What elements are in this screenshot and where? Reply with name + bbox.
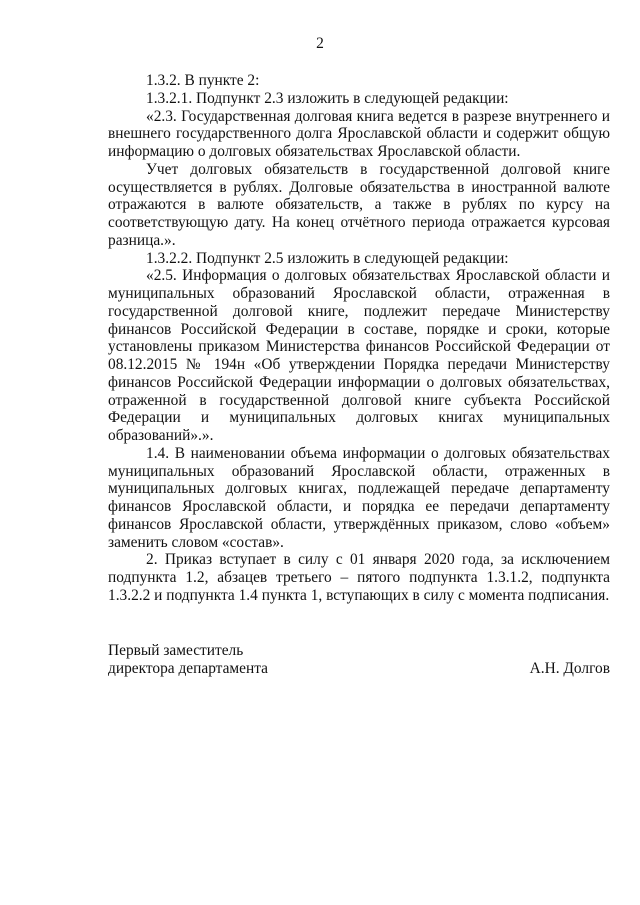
paragraph-2-effective-date: 2. Приказ вступает в силу с 01 января 2020 года, за исключением подпункта 1.2, абзацев третьего – пятого подпункта 1.3.1.2, подпункта 1.3.2.2 и подпункта 1.4 пункта 1, вступающих в силу с момента подписания. bbox=[108, 551, 610, 604]
signature-block bbox=[108, 642, 610, 678]
paragraph-1-3-2-2: 1.3.2.2. Подпункт 2.5 изложить в следующей редакции: bbox=[146, 249, 509, 267]
signatory-name: А.Н. Долгов bbox=[529, 660, 610, 677]
paragraph-1-4: 1.4. В наименовании объема информации о долговых обязательствах муниципальных образований Ярославской области, отраженных в муниципальных долговых книгах, подлежащей передаче департаменту финансов Ярославской области, и порядка ее передачи департаменту финансов Ярославской области, утверждённых приказом, слово «объем» заменить словом «состав». bbox=[108, 444, 610, 551]
paragraph-2-3-quote: «2.3. Государственная долговая книга ведется в разрезе внутреннего и внешнего государственного долга Ярославской области и содержит общую информацию о долговых обязательствах Ярославской области. bbox=[108, 107, 610, 160]
page-number: 2 bbox=[316, 35, 324, 52]
paragraph-1-3-2: 1.3.2. В пункте 2: bbox=[146, 72, 260, 89]
paragraph-2-5-quote: «2.5. Информация о долговых обязательствах Ярославской области и муниципальных образований Ярославской области, отраженная в государственной долговой книге, подлежит передаче Министерству финансов Российской Федерации в составе, порядке и сроки, которые установлены приказом Министерства финансов Российской Федерации от 08.12.2015 № 194н «Об утверждении Порядка передачи Министерству финансов Российской Федерации информации о долговых обязательствах, отраженной в государственной долговой книге субъекта Российской Федерации и муниципальных долговых книгах муниципальных образований».». bbox=[108, 267, 610, 444]
signatory-title-line-1: Первый заместитель bbox=[108, 642, 244, 659]
paragraph-debt-accounting: Учет долговых обязательств в государственной долговой книге осуществляется в рублях. Долговые обязательства в иностранной валюте отражаются в валюте обязательств, а также в рублях по курсу на соответствующую дату. На конец отчётного периода отражается курсовая разница.». bbox=[108, 160, 610, 249]
document-body bbox=[108, 72, 610, 605]
signatory-title-line-2: директора департамента bbox=[108, 660, 268, 677]
paragraph-1-3-2-1: 1.3.2.1. Подпункт 2.3 изложить в следующей редакции: bbox=[146, 89, 509, 107]
